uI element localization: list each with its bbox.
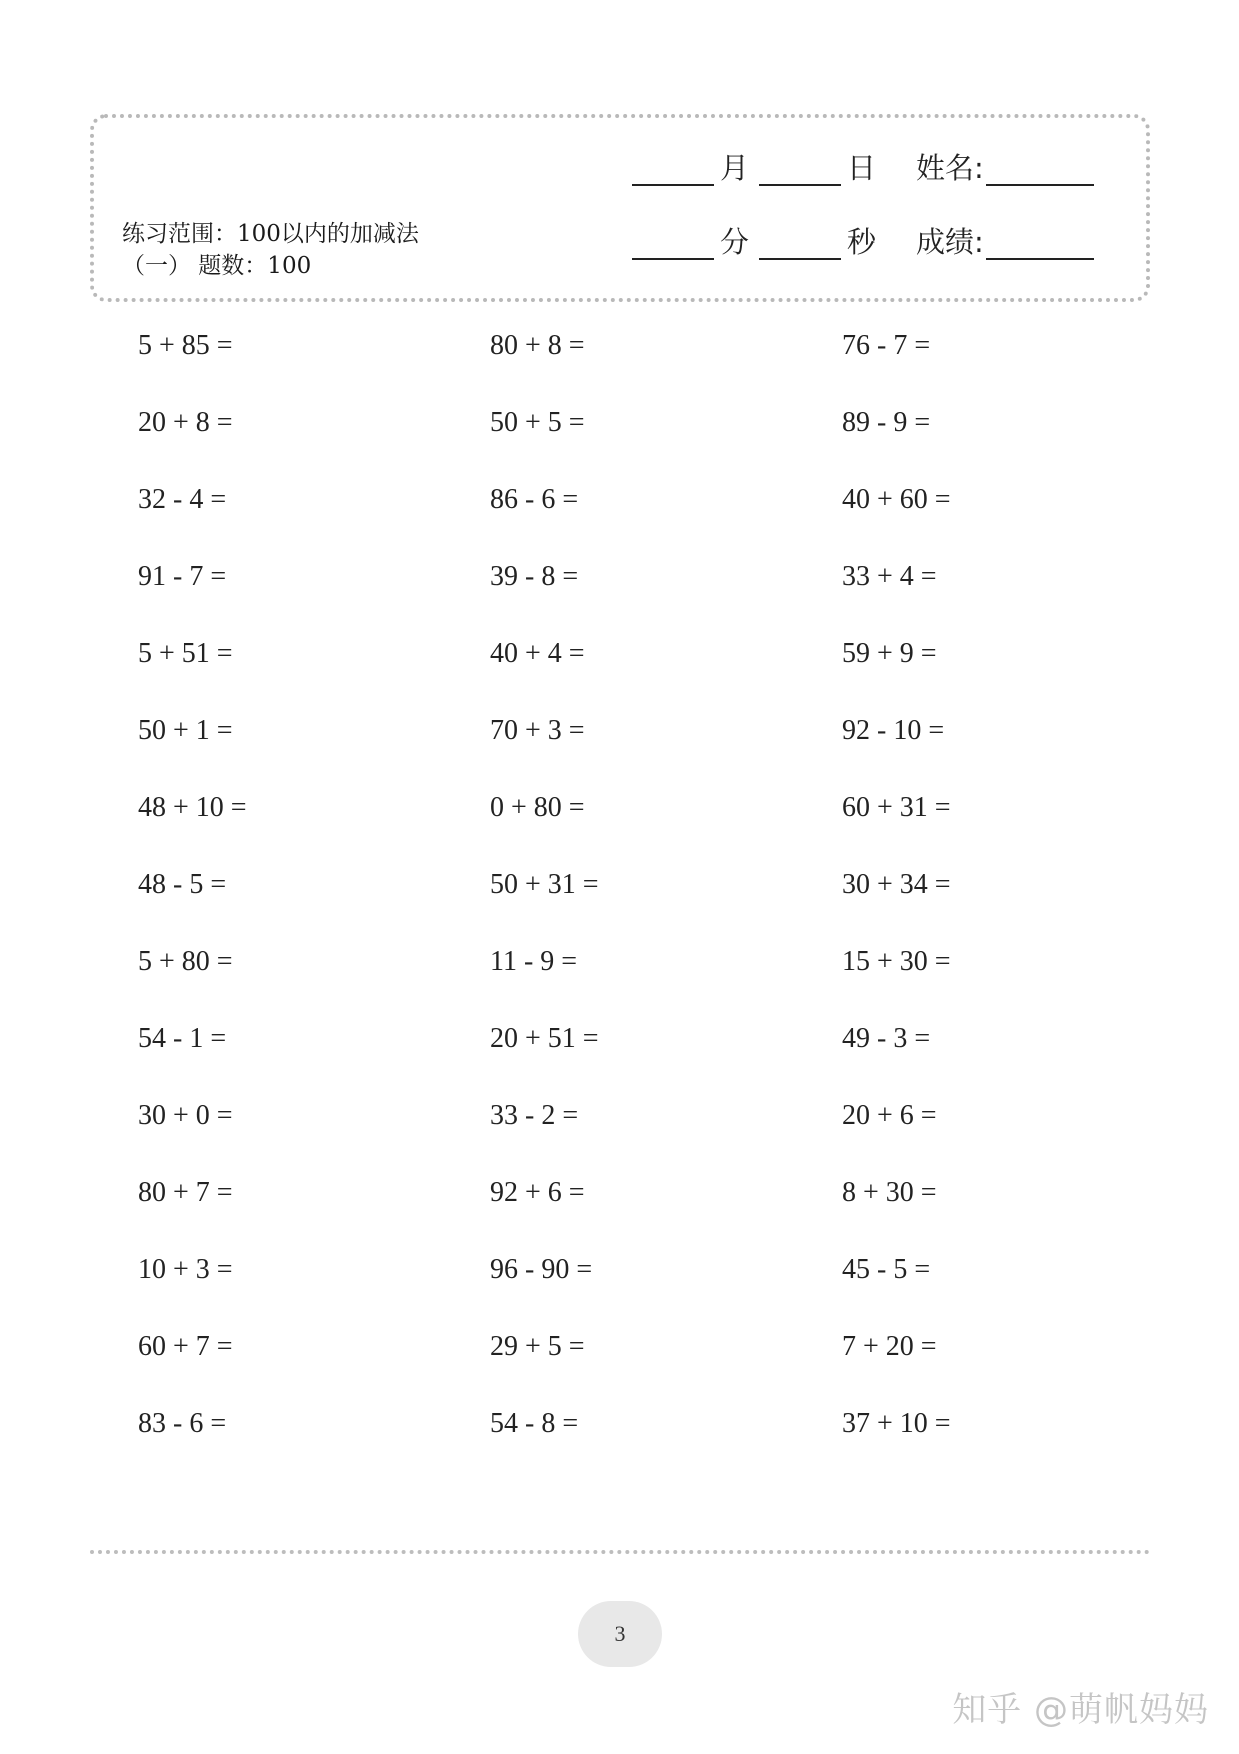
math-problem: 7 + 20 =: [842, 1331, 937, 1362]
math-problem: 89 - 9 =: [842, 407, 931, 438]
math-problem: 80 + 8 =: [490, 330, 585, 361]
math-problem: 30 + 0 =: [138, 1100, 233, 1131]
math-problem: 92 - 10 =: [842, 715, 945, 746]
math-problem: 0 + 80 =: [490, 792, 585, 823]
math-problem: 20 + 51 =: [490, 1023, 599, 1054]
math-problem: 11 - 9 =: [490, 946, 578, 977]
math-problem: 8 + 30 =: [842, 1177, 937, 1208]
page-number: 3: [578, 1601, 662, 1667]
math-problem: 48 + 10 =: [138, 792, 247, 823]
math-problem: 54 - 1 =: [138, 1023, 227, 1054]
score-blank[interactable]: [986, 226, 1094, 260]
math-problem: 5 + 80 =: [138, 946, 233, 977]
minute-blank[interactable]: [632, 226, 714, 260]
practice-range: [122, 218, 482, 282]
math-problem: 40 + 60 =: [842, 484, 951, 515]
math-problem: 48 - 5 =: [138, 869, 227, 900]
math-problem: 39 - 8 =: [490, 561, 579, 592]
month-label: 月: [720, 151, 750, 185]
math-problem: 50 + 1 =: [138, 715, 233, 746]
day-label: 日: [847, 151, 877, 185]
second-label: 秒: [847, 225, 877, 259]
math-problem: 32 - 4 =: [138, 484, 227, 515]
math-problem: 60 + 31 =: [842, 792, 951, 823]
math-problem: 83 - 6 =: [138, 1408, 227, 1439]
minute-label: 分: [720, 225, 750, 259]
math-problem: 20 + 8 =: [138, 407, 233, 438]
math-problem: 80 + 7 =: [138, 1177, 233, 1208]
math-problem: 60 + 7 =: [138, 1331, 233, 1362]
math-problem: 5 + 85 =: [138, 330, 233, 361]
math-problem: 30 + 34 =: [842, 869, 951, 900]
math-problem: 91 - 7 =: [138, 561, 227, 592]
footer-divider: [90, 1550, 1150, 1554]
math-problem: 15 + 30 =: [842, 946, 951, 977]
math-problem: 96 - 90 =: [490, 1254, 593, 1285]
range-line-1: 练习范围：100以内的加减法: [122, 221, 419, 247]
math-problem: 37 + 10 =: [842, 1408, 951, 1439]
math-problem: 49 - 3 =: [842, 1023, 931, 1054]
math-problem: 92 + 6 =: [490, 1177, 585, 1208]
math-problem: 10 + 3 =: [138, 1254, 233, 1285]
score-label: 成绩:: [916, 225, 984, 259]
math-problem: 33 - 2 =: [490, 1100, 579, 1131]
math-problem: 76 - 7 =: [842, 330, 931, 361]
watermark: 知乎 @萌帆妈妈: [952, 1690, 1209, 1730]
math-problem: 70 + 3 =: [490, 715, 585, 746]
math-problem: 54 - 8 =: [490, 1408, 579, 1439]
math-problem: 50 + 5 =: [490, 407, 585, 438]
math-problem: 33 + 4 =: [842, 561, 937, 592]
time-score-row: [632, 224, 1094, 260]
range-line-2: （一） 题数：100: [122, 253, 312, 279]
name-blank[interactable]: [986, 152, 1094, 186]
day-blank[interactable]: [759, 152, 841, 186]
math-problem: 59 + 9 =: [842, 638, 937, 669]
math-problem: 50 + 31 =: [490, 869, 599, 900]
math-problem: 40 + 4 =: [490, 638, 585, 669]
second-blank[interactable]: [759, 226, 841, 260]
math-problem: 29 + 5 =: [490, 1331, 585, 1362]
problem-grid: [138, 326, 1138, 1481]
name-label: 姓名:: [916, 151, 984, 185]
math-problem: 86 - 6 =: [490, 484, 579, 515]
math-problem: 20 + 6 =: [842, 1100, 937, 1131]
date-name-row: [632, 150, 1094, 186]
math-problem: 5 + 51 =: [138, 638, 233, 669]
math-problem: 45 - 5 =: [842, 1254, 931, 1285]
month-blank[interactable]: [632, 152, 714, 186]
